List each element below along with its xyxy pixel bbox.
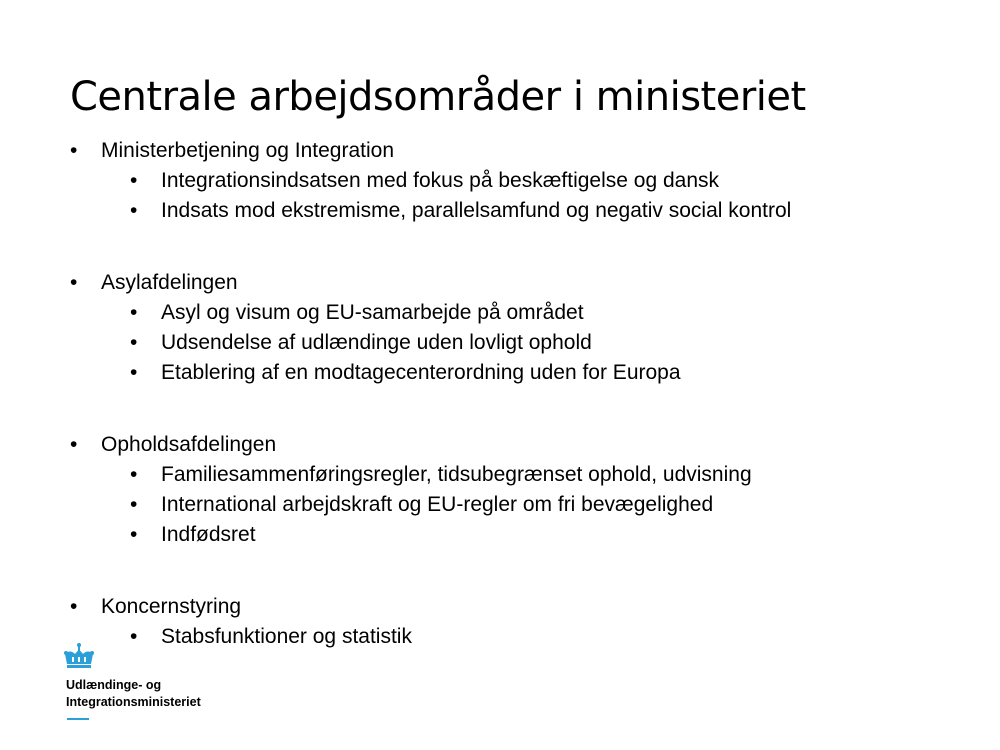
bullet-icon: • <box>70 271 78 294</box>
list-item: Integrationsindsatsen med fokus på beskæftigelse og dansk <box>161 169 720 192</box>
bullet-icon: • <box>130 493 138 516</box>
bullet-icon: • <box>70 139 78 162</box>
list-item: Stabsfunktioner og statistik <box>161 625 412 648</box>
list-item: Indsats mod ekstremisme, parallelsamfund og negativ social kontrol <box>161 199 792 222</box>
section-heading: Koncernstyring <box>101 595 242 618</box>
bullet-icon: • <box>130 199 138 222</box>
ministry-logo <box>62 640 202 730</box>
section-heading: Opholdsafdelingen <box>101 433 277 456</box>
crown-icon <box>62 642 96 672</box>
bullet-icon: • <box>130 331 138 354</box>
logo-accent-bar <box>67 718 89 720</box>
list-item: Familiesammenføringsregler, tidsubegrænset ophold, udvisning <box>161 463 752 486</box>
list-item: International arbejdskraft og EU-regler om fri bevægelighed <box>161 493 714 516</box>
bullet-icon: • <box>130 523 138 546</box>
section-heading: Ministerbetjening og Integration <box>101 139 395 162</box>
page-title: Centrale arbejdsområder i ministeriet <box>70 74 806 120</box>
list-item: Etablering af en modtagecenterordning uden for Europa <box>161 361 681 384</box>
bullet-icon: • <box>70 433 78 456</box>
list-item: Udsendelse af udlændinge uden lovligt ophold <box>161 331 592 354</box>
list-item: Indfødsret <box>161 523 256 546</box>
bullet-icon: • <box>130 361 138 384</box>
bullet-icon: • <box>130 463 138 486</box>
bullet-icon: • <box>70 595 78 618</box>
section-heading: Asylafdelingen <box>101 271 238 294</box>
bullet-icon: • <box>130 169 138 192</box>
bullet-icon: • <box>130 625 138 648</box>
logo-text-line1: Udlændinge- og <box>66 678 162 692</box>
logo-text-line2: Integrationsministeriet <box>66 695 201 709</box>
list-item: Asyl og visum og EU-samarbejde på området <box>161 301 584 324</box>
bullet-icon: • <box>130 301 138 324</box>
